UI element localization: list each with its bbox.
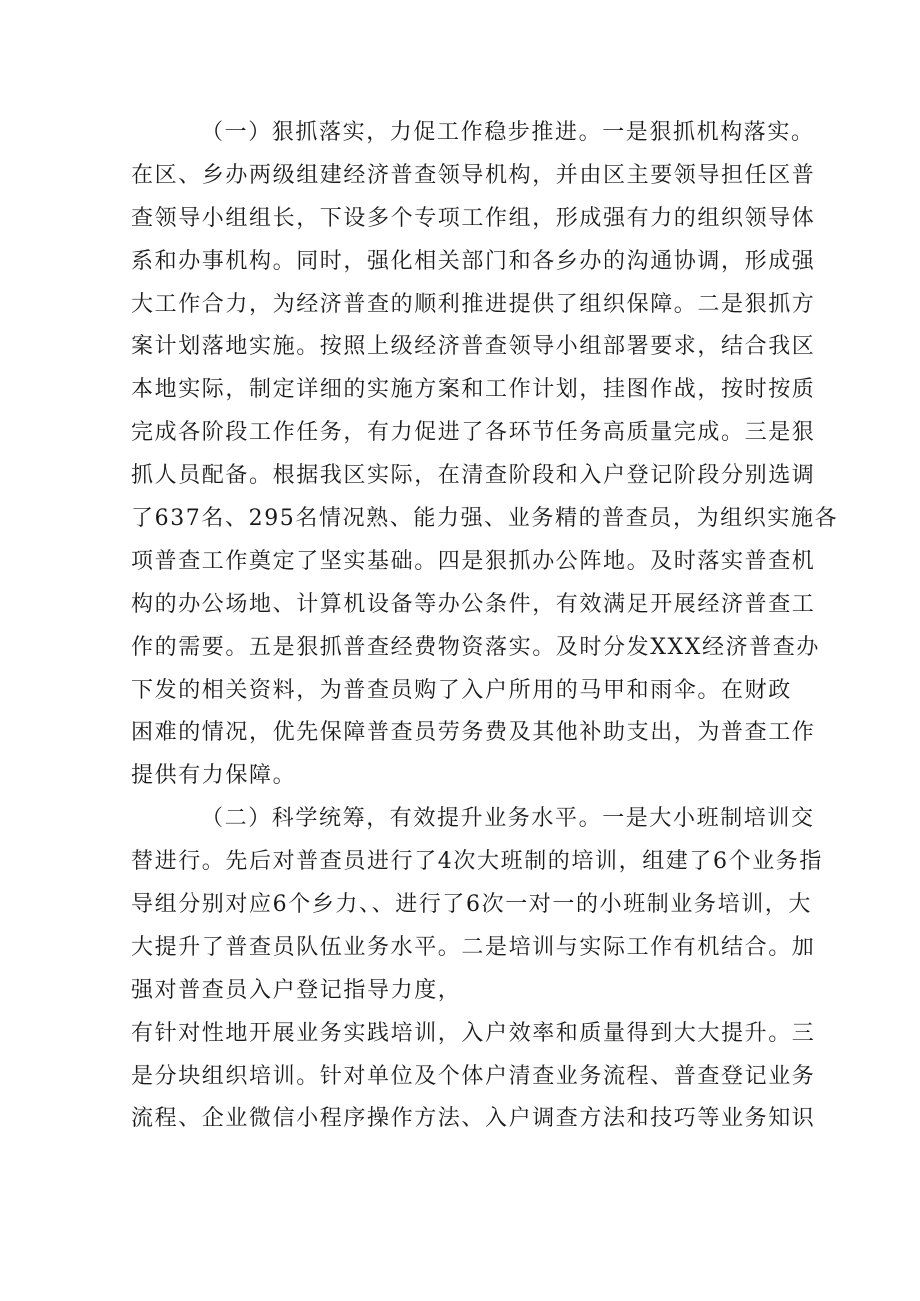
text-line: 案计划落地实施。按照上级经济普查领导小组部署要求，结合我区 (131, 334, 816, 360)
text-line: 项普查工作奠定了坚实基础。四是狠抓办公阵地。及时落实普查机 (131, 548, 816, 574)
text-line: 在区、乡办两级组建经济普查领导机构，并由区主要领导担任区普 (131, 162, 816, 188)
paragraph-section-1 (131, 112, 839, 798)
text-line: （二）科学统筹，有效提升业务水平。一是大小班制培训交 (201, 806, 815, 832)
text-line: 抓人员配备。根据我区实际，在清查阶段和入户登记阶段分别选调 (131, 463, 816, 489)
text-line: 是分块组织培训。针对单位及个体户清查业务流程、普查登记业务 (131, 1063, 816, 1089)
paragraph-section-2 (131, 798, 823, 1141)
text-line: 导组分别对应6个乡力、、进行了6次一对一的小班制业务培训，大 (131, 892, 812, 918)
text-line: 下发的相关资料，为普查员购了入户所用的马甲和雨伞。在财政 (131, 677, 792, 703)
text-line: 强对普查员入户登记指导力度， (131, 977, 462, 1003)
text-line: 作的需要。五是狠抓普查经费物资落实。及时分发XXX经济普查办 (131, 634, 820, 660)
text-line: 构的办公场地、计算机设备等办公条件，有效满足开展经济普查工 (131, 591, 816, 617)
text-line: 系和办事机构。同时，强化相关部门和各乡办的沟通协调，形成强 (131, 248, 816, 274)
text-line: 大工作合力，为经济普查的顺利推进提供了组织保障。二是狠抓方 (131, 291, 816, 317)
text-line: 查领导小组组长，下设多个专项工作组，形成强有力的组织领导体 (131, 205, 816, 231)
text-line: （一）狠抓落实，力促工作稳步推进。一是狠抓机构落实。 (201, 120, 815, 145)
text-line: 提供有力保障。 (131, 763, 297, 789)
body-text (131, 112, 839, 1141)
text-line: 有针对性地开展业务实践培训，入户效率和质量得到大大提升。三 (131, 1020, 816, 1046)
text-line: 大提升了普查员队伍业务水平。二是培训与实际工作有机结合。加 (131, 934, 816, 960)
text-line: 完成各阶段工作任务，有力促进了各环节任务高质量完成。三是狠 (131, 420, 816, 446)
text-line: 困难的情况，优先保障普查员劳务费及其他补助支出，为普查工作 (131, 720, 816, 746)
text-line: 流程、企业微信小程序操作方法、入户调查方法和技巧等业务知识 (131, 1106, 816, 1132)
text-line: 了637名、295名情况熟、能力强、业务精的普查员，为组织实施各 (131, 506, 839, 532)
text-line: 替进行。先后对普查员进行了4次大班制的培训，组建了6个业务指 (131, 849, 823, 875)
text-line: 本地实际，制定详细的实施方案和工作计划，挂图作战，按时按质 (131, 377, 816, 403)
